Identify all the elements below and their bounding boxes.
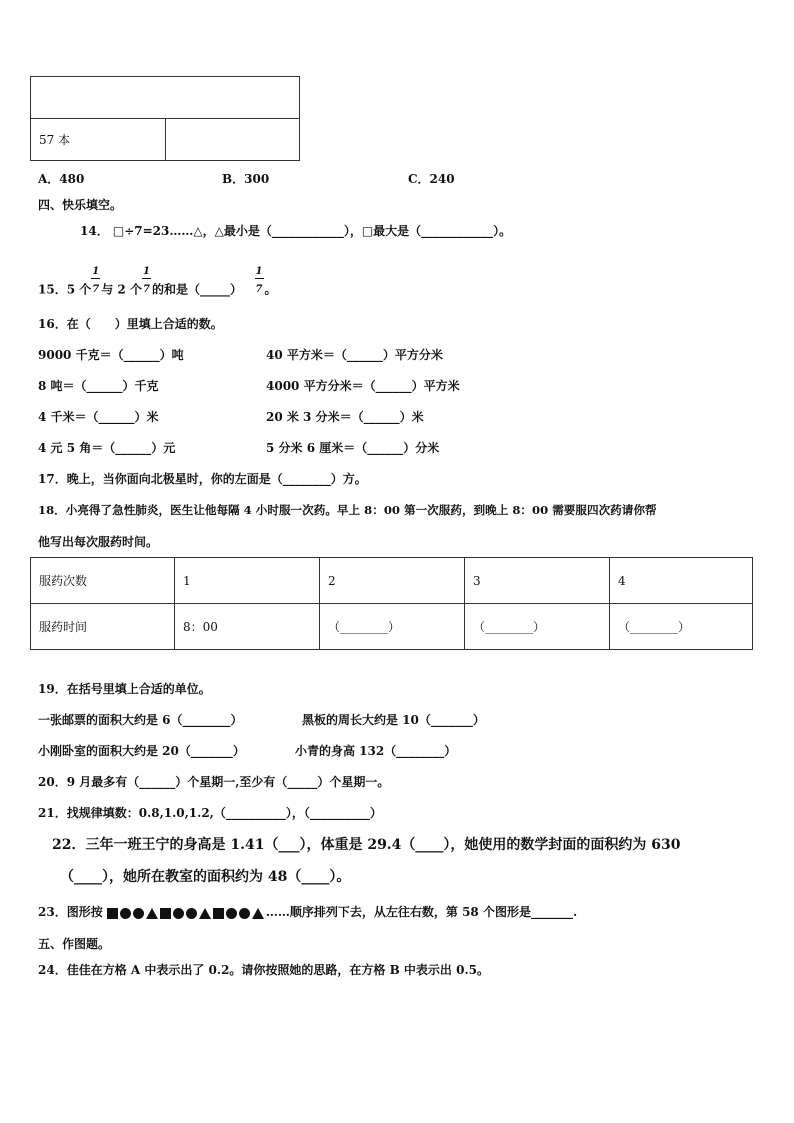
- question-18-line-1: 18．小亮得了急性肺炎，医生让他每隔 4 小时服一次药。早上 8：00 第一次服药，到晚上 8：00 需要服四次药请你帮: [38, 503, 657, 517]
- q15-text-1: 15．5 个: [38, 282, 92, 297]
- q16-row-left: 4 千米＝（______）米: [38, 410, 159, 424]
- q19-row-left: 一张邮票的面积大约是 6（________）: [38, 713, 243, 727]
- question-21: 21．找规律填数：0.8,1.0,1.2,（__________），（__________）: [38, 806, 382, 820]
- question-20: 20．9 月最多有（______）个星期一,至少有（_____）个星期一。: [38, 775, 390, 789]
- q16-row-left: 4 元 5 角＝（______）元: [38, 441, 176, 455]
- section-5-title: 五、作图题。: [38, 937, 111, 951]
- q19-row-right: 黑板的周长大约是 10（_______）: [302, 713, 485, 727]
- question-23: [38, 903, 577, 920]
- q16-row-left: 9000 千克＝（______）吨: [38, 348, 184, 362]
- question-22-line-2: （____），她所在教室的面积约为 48（____）。: [60, 869, 351, 885]
- circle-icon: [239, 908, 250, 919]
- square-icon: [107, 908, 118, 919]
- q15-text-3: 的和是（_____）: [151, 282, 242, 297]
- question-18-line-2: 他写出每次服药时间。: [38, 535, 159, 549]
- table-cell: （________）: [610, 604, 753, 650]
- circle-icon: [186, 908, 197, 919]
- medicine-table: [30, 557, 753, 650]
- q23-text-after: ……顺序排列下去，从左往右数，第 58 个图形是_______.: [265, 905, 578, 919]
- table-header-cell: 2: [320, 558, 465, 604]
- q16-row-right: 40 平方米＝（______）平方分米: [266, 348, 443, 362]
- top-table-cell: 57 本: [31, 119, 166, 161]
- question-22-line-1: 22．三年一班王宁的身高是 1.41（___），体重是 29.4（____），她使用的数学封面的面积约为 630: [52, 837, 681, 853]
- table-cell: 8：00: [175, 604, 320, 650]
- frac-den: 7: [92, 284, 100, 295]
- table-header-cell: 3: [465, 558, 610, 604]
- question-24: 24．佳佳在方格 A 中表示出了 0.2。请你按照她的思路，在方格 B 中表示出 0.5。: [38, 963, 489, 977]
- circle-icon: [173, 908, 184, 919]
- table-header-cell: 1: [175, 558, 320, 604]
- question-19-title: 19．在括号里填上合适的单位。: [38, 682, 211, 696]
- frac-den: 7: [255, 284, 263, 295]
- question-16-title: 16．在（ ）里填上合适的数。: [38, 317, 223, 331]
- fraction-one-seventh: [91, 266, 101, 300]
- q19-row-left: 小刚卧室的面积大约是 20（_______）: [38, 744, 245, 758]
- square-icon: [160, 908, 171, 919]
- option-c: C．240: [408, 172, 455, 186]
- table-header-cell: 4: [610, 558, 753, 604]
- q19-row-right: 小青的身高 132（________）: [295, 744, 457, 758]
- question-15: [38, 266, 277, 300]
- square-icon: [213, 908, 224, 919]
- circle-icon: [120, 908, 131, 919]
- circle-icon: [133, 908, 144, 919]
- q16-row-left: 8 吨＝（______）千克: [38, 379, 159, 393]
- question-17: 17．晚上，当你面向北极星时，你的左面是（________）方。: [38, 472, 367, 486]
- table-cell: 服药时间: [31, 604, 175, 650]
- option-b: B．300: [222, 172, 270, 186]
- top-table-header-cell: [31, 77, 300, 119]
- triangle-icon: [252, 908, 264, 919]
- q16-row-right: 20 米 3 分米＝（______）米: [266, 410, 424, 424]
- frac-num: 1: [142, 266, 150, 277]
- fraction-one-seventh: [142, 266, 152, 300]
- table-cell: （________）: [465, 604, 610, 650]
- q16-row-right: 5 分米 6 厘米＝（______）分米: [266, 441, 440, 455]
- question-14: 14． □÷7=23……△，△最小是（____________），□最大是（____________）。: [80, 224, 512, 238]
- frac-num: 1: [255, 266, 263, 277]
- table-cell: （________）: [320, 604, 465, 650]
- q15-text-2: 与 2 个: [101, 282, 142, 297]
- shape-pattern: [107, 906, 266, 920]
- triangle-icon: [199, 908, 211, 919]
- circle-icon: [226, 908, 237, 919]
- option-a: A．480: [38, 172, 85, 186]
- section-4-title: 四、快乐填空。: [38, 198, 123, 212]
- table-header-cell: 服药次数: [31, 558, 175, 604]
- q16-row-right: 4000 平方分米＝（______）平方米: [266, 379, 460, 393]
- top-table-cell: [166, 119, 300, 161]
- q23-text-before: 23．图形按: [38, 905, 103, 919]
- q15-text-4: 。: [264, 282, 277, 297]
- frac-num: 1: [92, 266, 100, 277]
- frac-den: 7: [142, 284, 150, 295]
- fraction-one-seventh: [255, 266, 265, 300]
- top-table: [30, 76, 300, 161]
- triangle-icon: [146, 908, 158, 919]
